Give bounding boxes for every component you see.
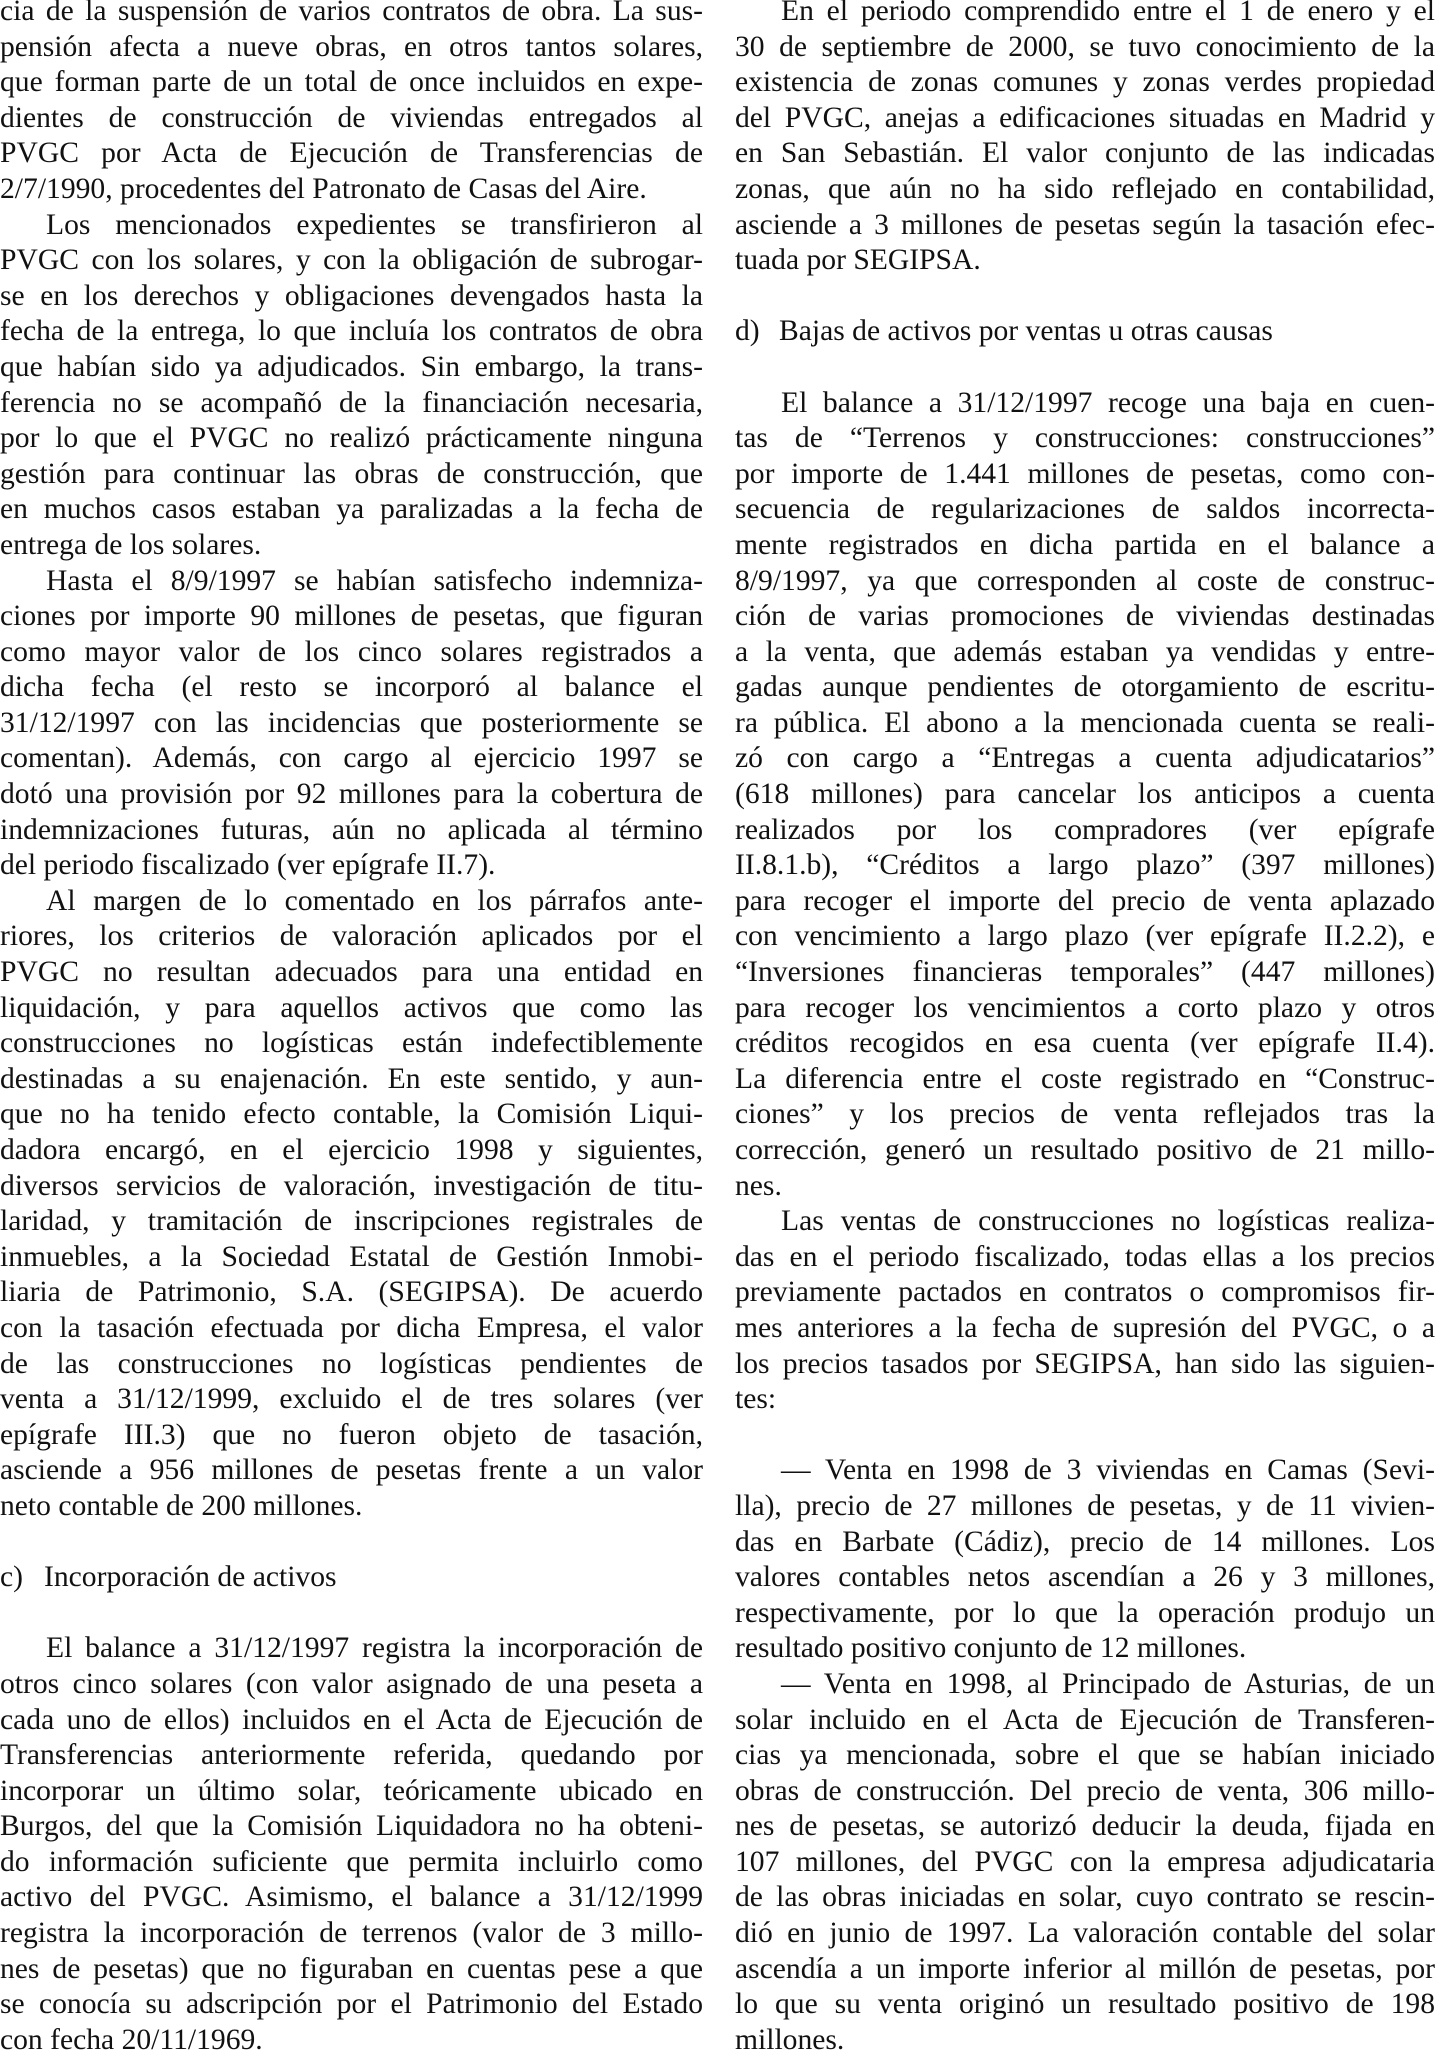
text-line: tas de “Terrenos y construcciones: construcciones” bbox=[735, 422, 1435, 455]
text-line: respectivamente, por lo que la operación produjo un bbox=[735, 1596, 1435, 1629]
text-line: para recoger los vencimientos a corto plazo y otros bbox=[735, 991, 1435, 1024]
text-line: El balance a 31/12/1997 recoge una baja en cuen- bbox=[781, 386, 1435, 419]
text-line: existencia de zonas comunes y zonas verdes propiedad bbox=[735, 66, 1435, 99]
left-column bbox=[0, 0, 703, 2058]
text-line: se en los derechos y obligaciones devengados hasta la bbox=[0, 279, 703, 312]
text-line: lo que su venta originó un resultado positivo de 198 bbox=[735, 1988, 1435, 2021]
section-heading-d bbox=[735, 314, 1435, 350]
text-line: En el periodo comprendido entre el 1 de enero y el bbox=[781, 0, 1435, 27]
text-line: laridad, y tramitación de inscripciones registrales de bbox=[0, 1205, 703, 1238]
section-title: Incorporación de activos bbox=[44, 1561, 337, 1594]
text-line: con fecha 20/11/1969. bbox=[0, 2023, 263, 2056]
text-line: dientes de construcción de viviendas entregados al bbox=[0, 101, 703, 134]
text-line: asciende a 956 millones de pesetas frente a un valor bbox=[0, 1454, 703, 1487]
text-line: millones. bbox=[735, 2023, 845, 2056]
text-line: por importe de 1.441 millones de pesetas, como con- bbox=[735, 457, 1435, 490]
paragraph bbox=[0, 208, 703, 564]
text-line: realizados por los compradores (ver epígrafe bbox=[735, 813, 1435, 846]
text-line: zonas, que aún no ha sido reflejado en contabilidad, bbox=[735, 172, 1435, 205]
paragraph bbox=[735, 0, 1435, 279]
section-letter: c) bbox=[0, 1561, 23, 1594]
text-line: nes de pesetas) que no figuraban en cuentas pese a que bbox=[0, 1952, 703, 1985]
text-line: Transferencias anteriormente referida, quedando por bbox=[0, 1739, 703, 1772]
text-line: a la venta, que además estaban ya vendidas y entre- bbox=[735, 635, 1435, 668]
text-line: dotó una provisión por 92 millones para la cobertura de bbox=[0, 778, 703, 811]
paragraph bbox=[735, 1453, 1435, 1667]
text-line: — Venta en 1998, al Principado de Asturias, de un bbox=[781, 1667, 1435, 1700]
text-line: construcciones no logísticas están indefectiblemente bbox=[0, 1027, 703, 1060]
text-line: liquidación, y para aquellos activos que como las bbox=[0, 991, 703, 1024]
text-line: valores contables netos ascendían a 26 y 3 millones, bbox=[735, 1561, 1435, 1594]
text-line: dió en junio de 1997. La valoración contable del solar bbox=[735, 1917, 1435, 1950]
paragraph bbox=[0, 0, 703, 208]
paragraph bbox=[735, 1667, 1435, 2058]
text-line: previamente pactados en contratos o compromisos fir- bbox=[735, 1276, 1435, 1309]
paragraph bbox=[735, 1204, 1435, 1418]
spacer bbox=[0, 1525, 703, 1561]
section-title: Bajas de activos por ventas u otras causas bbox=[779, 315, 1273, 348]
paragraph bbox=[0, 1631, 703, 2058]
paragraph bbox=[735, 386, 1435, 1205]
text-line: gadas aunque pendientes de otorgamiento de escritu- bbox=[735, 671, 1435, 704]
text-line: cada uno de ellos) incluidos en el Acta de Ejecución de bbox=[0, 1703, 703, 1736]
text-line: La diferencia entre el coste registrado en “Construc- bbox=[735, 1062, 1435, 1095]
right-intro-paragraphs bbox=[735, 0, 1435, 279]
text-line: Al margen de lo comentado en los párrafos ante- bbox=[46, 884, 703, 917]
text-line: ferencia no se acompañó de la financiación necesaria, bbox=[0, 386, 703, 419]
text-line: que forman parte de un total de once incluidos en expe- bbox=[0, 66, 703, 99]
text-line: fecha de la entrega, lo que incluía los contratos de obra bbox=[0, 315, 703, 348]
text-line: se conocía su adscripción por el Patrimonio del Estado bbox=[0, 1988, 703, 2021]
text-line: 8/9/1997, ya que corresponden al coste de construc- bbox=[735, 564, 1435, 597]
text-line: pensión afecta a nueve obras, en otros tantos solares, bbox=[0, 30, 703, 63]
text-line: ascendía a un importe inferior al millón de pesetas, por bbox=[735, 1952, 1435, 1985]
text-line: que habían sido ya adjudicados. Sin embargo, la trans- bbox=[0, 350, 703, 383]
text-line: tes: bbox=[735, 1383, 777, 1416]
spacer bbox=[0, 1596, 703, 1632]
text-line: en muchos casos estaban ya paralizadas a la fecha de bbox=[0, 493, 703, 526]
text-line: ciones por importe 90 millones de pesetas, que figuran bbox=[0, 600, 703, 633]
text-line: epígrafe III.3) que no fueron objeto de tasación, bbox=[0, 1418, 703, 1451]
text-line: del PVGC, anejas a edificaciones situadas en Madrid y bbox=[735, 101, 1435, 134]
right-column bbox=[735, 0, 1435, 2058]
spacer bbox=[735, 1418, 1435, 1454]
text-line: mente registrados en dicha partida en el balance a bbox=[735, 528, 1435, 561]
left-paragraphs bbox=[0, 0, 703, 1525]
text-line: — Venta en 1998 de 3 viviendas en Camas (Sevi- bbox=[781, 1454, 1435, 1487]
text-line: que no ha tenido efecto contable, la Comisión Liqui- bbox=[0, 1098, 703, 1131]
text-line: mes anteriores a la fecha de supresión del PVGC, o a bbox=[735, 1311, 1435, 1344]
text-line: asciende a 3 millones de pesetas según la tasación efec- bbox=[735, 208, 1435, 241]
text-line: Burgos, del que la Comisión Liquidadora no ha obteni- bbox=[0, 1810, 703, 1843]
text-line: riores, los criterios de valoración aplicados por el bbox=[0, 920, 703, 953]
text-line: incorporar un último solar, teóricamente ubicado en bbox=[0, 1774, 703, 1807]
text-line: otros cinco solares (con valor asignado de una peseta a bbox=[0, 1667, 703, 1700]
text-line: Los mencionados expedientes se transfirieron al bbox=[46, 208, 703, 241]
text-line: comentan). Además, con cargo al ejercicio 1997 se bbox=[0, 742, 703, 775]
text-line: del periodo fiscalizado (ver epígrafe II.7). bbox=[0, 849, 496, 882]
text-line: Las ventas de construcciones no logísticas realiza- bbox=[781, 1205, 1435, 1238]
section-c-paragraphs bbox=[0, 1631, 703, 2058]
text-line: das en Barbate (Cádiz), precio de 14 millones. Los bbox=[735, 1525, 1435, 1558]
text-line: Hasta el 8/9/1997 se habían satisfecho indemniza- bbox=[46, 564, 703, 597]
text-line: dicha fecha (el resto se incorporó al balance el bbox=[0, 671, 703, 704]
text-line: gestión para continuar las obras de construcción, que bbox=[0, 457, 703, 490]
text-line: registra la incorporación de terrenos (valor de 3 millo- bbox=[0, 1917, 703, 1950]
text-line: indemnizaciones futuras, aún no aplicada al término bbox=[0, 813, 703, 846]
paragraph bbox=[0, 564, 703, 884]
spacer bbox=[735, 279, 1435, 315]
text-line: en San Sebastián. El valor conjunto de las indicadas bbox=[735, 137, 1435, 170]
text-line: entrega de los solares. bbox=[0, 528, 262, 561]
text-line: para recoger el importe del precio de venta aplazado bbox=[735, 884, 1435, 917]
text-line: El balance a 31/12/1997 registra la incorporación de bbox=[46, 1632, 703, 1665]
text-line: venta a 31/12/1999, excluido el de tres solares (ver bbox=[0, 1383, 703, 1416]
text-line: das en el periodo fiscalizado, todas ellas a los precios bbox=[735, 1240, 1435, 1273]
spacer bbox=[735, 350, 1435, 386]
text-line: do información suficiente que permita incluirlo como bbox=[0, 1845, 703, 1878]
text-line: resultado positivo conjunto de 12 millones. bbox=[735, 1632, 1247, 1665]
text-line: con la tasación efectuada por dicha Empresa, el valor bbox=[0, 1311, 703, 1344]
text-line: ción de varias promociones de viviendas destinadas bbox=[735, 600, 1435, 633]
text-line: nes. bbox=[735, 1169, 782, 1202]
text-line: 107 millones, del PVGC con la empresa adjudicataria bbox=[735, 1845, 1435, 1878]
text-line: con vencimiento a largo plazo (ver epígrafe II.2.2), e bbox=[735, 920, 1435, 953]
text-line: lla), precio de 27 millones de pesetas, y de 11 vivien- bbox=[735, 1489, 1435, 1522]
sales-list bbox=[735, 1453, 1435, 2058]
text-line: inmuebles, a la Sociedad Estatal de Gestión Inmobi- bbox=[0, 1240, 703, 1273]
text-line: 30 de septiembre de 2000, se tuvo conocimiento de la bbox=[735, 30, 1435, 63]
text-line: cias ya mencionada, sobre el que se habían iniciado bbox=[735, 1739, 1435, 1772]
text-line: PVGC por Acta de Ejecución de Transferencias de bbox=[0, 137, 703, 170]
text-line: PVGC con los solares, y con la obligación de subrogar- bbox=[0, 244, 703, 277]
text-line: secuencia de regularizaciones de saldos incorrecta- bbox=[735, 493, 1435, 526]
text-line: créditos recogidos en esa cuenta (ver epígrafe II.4). bbox=[735, 1027, 1435, 1060]
text-line: los precios tasados por SEGIPSA, han sido las siguien- bbox=[735, 1347, 1435, 1380]
text-line: por lo que el PVGC no realizó prácticamente ninguna bbox=[0, 422, 703, 455]
text-line: obras de construcción. Del precio de venta, 306 millo- bbox=[735, 1774, 1435, 1807]
text-line: “Inversiones financieras temporales” (447 millones) bbox=[735, 956, 1435, 989]
text-line: 2/7/1990, procedentes del Patronato de Casas del Aire. bbox=[0, 172, 647, 205]
text-line: (618 millones) para cancelar los anticipos a cuenta bbox=[735, 778, 1435, 811]
text-line: corrección, generó un resultado positivo de 21 millo- bbox=[735, 1134, 1435, 1166]
text-line: ciones” y los precios de venta reflejados tras la bbox=[735, 1098, 1435, 1131]
text-line: 31/12/1997 con las incidencias que posteriormente se bbox=[0, 706, 703, 739]
section-letter: d) bbox=[735, 315, 760, 348]
text-line: destinadas a su enajenación. En este sentido, y aun- bbox=[0, 1062, 703, 1095]
text-line: zó con cargo a “Entregas a cuenta adjudicatarios” bbox=[735, 742, 1435, 775]
text-line: dadora encargó, en el ejercicio 1998 y siguientes, bbox=[0, 1134, 703, 1166]
text-line: de las construcciones no logísticas pendientes de bbox=[0, 1347, 703, 1380]
text-line: como mayor valor de los cinco solares registrados a bbox=[0, 635, 703, 668]
text-line: de las obras iniciadas en solar, cuyo contrato se rescin- bbox=[735, 1881, 1435, 1914]
text-line: solar incluido en el Acta de Ejecución de Transferen- bbox=[735, 1703, 1435, 1736]
section-heading-c bbox=[0, 1560, 703, 1596]
text-line: diversos servicios de valoración, investigación de titu- bbox=[0, 1169, 703, 1202]
text-line: tuada por SEGIPSA. bbox=[735, 244, 981, 277]
paragraph bbox=[0, 884, 703, 1525]
text-line: activo del PVGC. Asimismo, el balance a 31/12/1999 bbox=[0, 1881, 703, 1914]
text-line: neto contable de 200 millones. bbox=[0, 1489, 363, 1522]
text-line: cia de la suspensión de varios contratos de obra. La sus- bbox=[0, 0, 703, 27]
text-line: ra pública. El abono a la mencionada cuenta se reali- bbox=[735, 706, 1435, 739]
text-line: liaria de Patrimonio, S.A. (SEGIPSA). De acuerdo bbox=[0, 1276, 703, 1309]
section-d-paragraphs bbox=[735, 386, 1435, 1418]
text-line: II.8.1.b), “Créditos a largo plazo” (397 millones) bbox=[735, 849, 1435, 882]
text-line: nes de pesetas, se autorizó deducir la deuda, fijada en bbox=[735, 1810, 1435, 1843]
text-line: PVGC no resultan adecuados para una entidad en bbox=[0, 956, 703, 989]
